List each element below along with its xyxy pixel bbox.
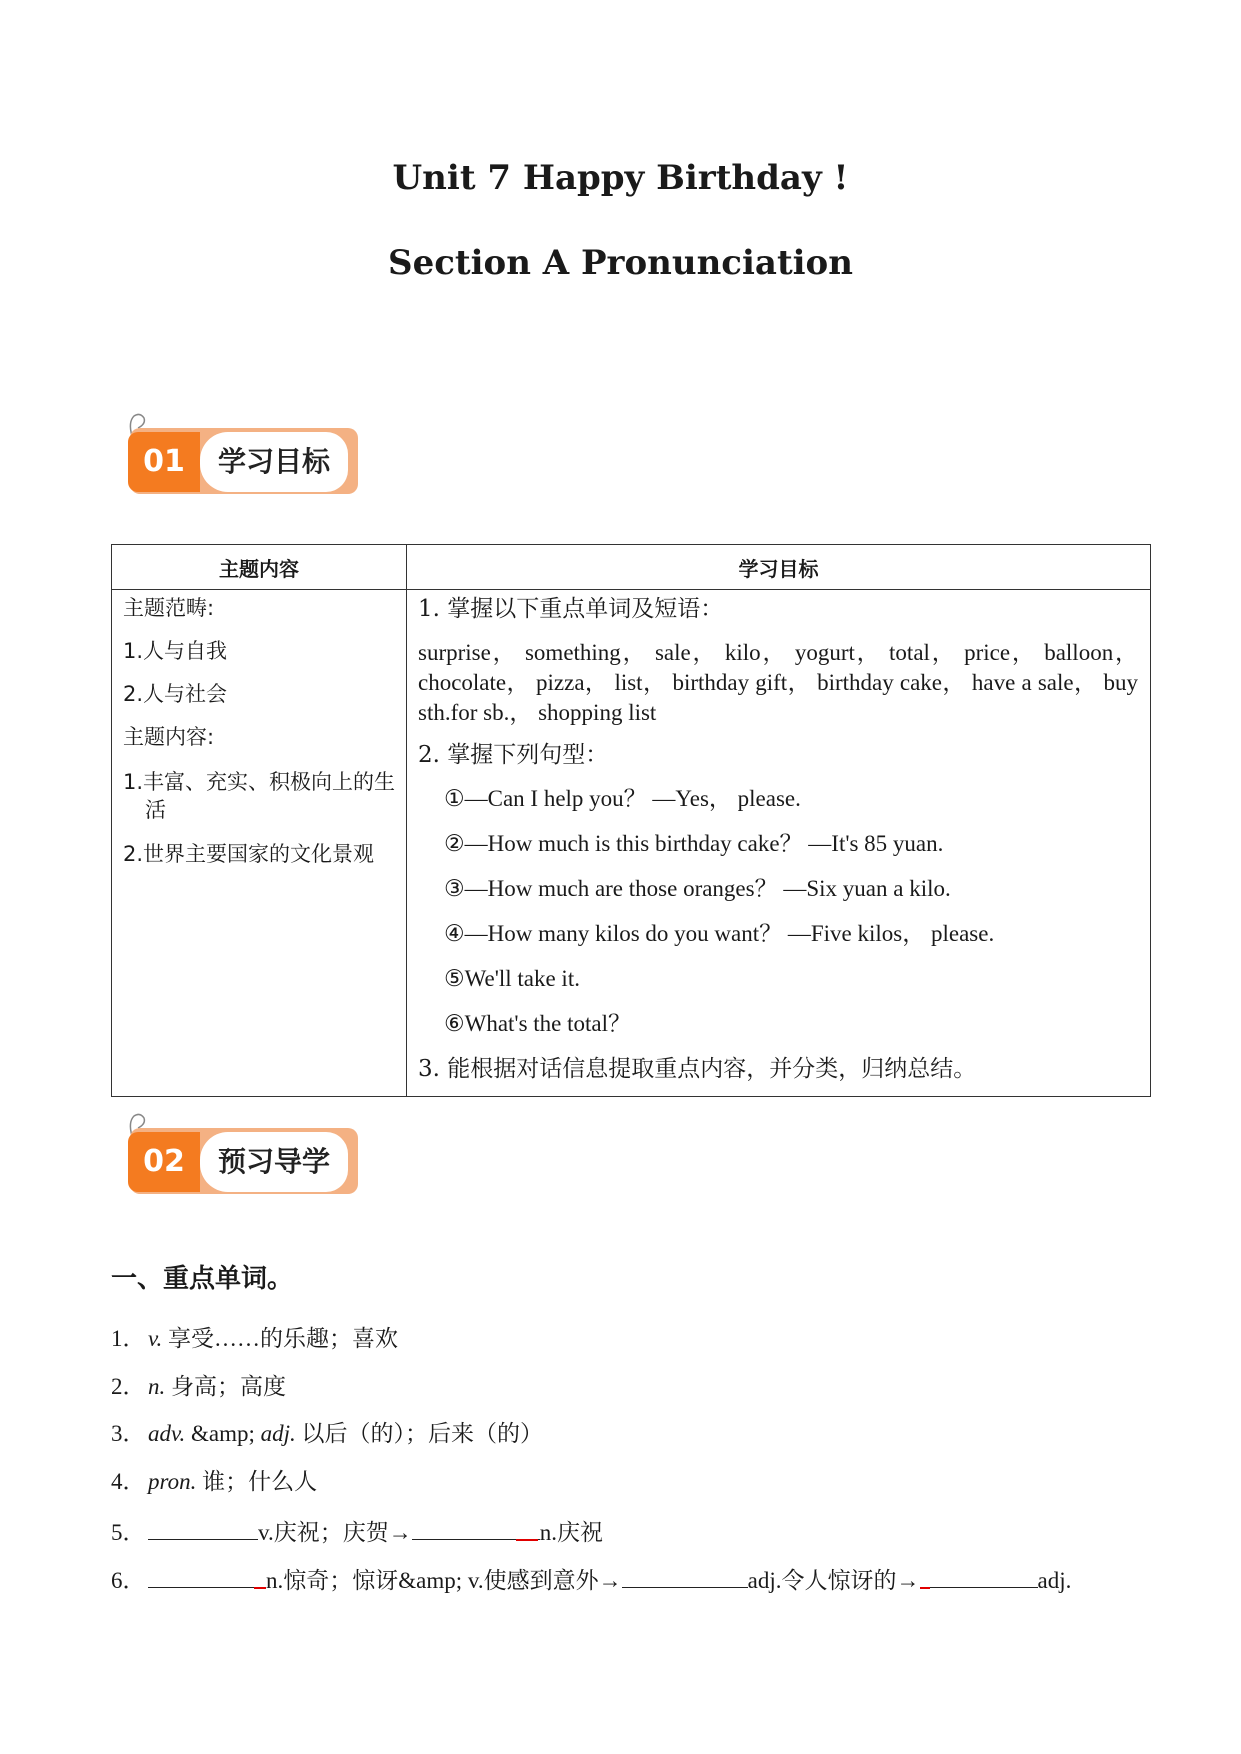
conjunction: &amp; — [185, 1421, 261, 1446]
part-of-speech: n. — [148, 1374, 166, 1399]
sentence-pattern: ⑥What's the total？ — [444, 1011, 631, 1036]
badge-number: 01 — [128, 432, 200, 492]
content-item: 2.世界主要国家的文化景观 — [123, 842, 375, 866]
item-number: 5． — [111, 1520, 146, 1545]
item-number: 1． — [111, 1326, 146, 1351]
vocab-item — [111, 1561, 1071, 1597]
item-number: 2． — [111, 1374, 146, 1399]
part-of-speech: adv. — [148, 1421, 186, 1446]
sentence-pattern: ⑤We'll take it. — [444, 966, 580, 991]
definition: 谁；什么人 — [196, 1469, 318, 1494]
objectives-table — [111, 544, 1151, 1097]
vocab-item — [111, 1371, 286, 1403]
table-header-goals: 学习目标 — [407, 545, 1151, 590]
answer-blank[interactable] — [920, 1561, 1038, 1588]
vocab-item — [111, 1466, 317, 1498]
section-badge-objectives — [126, 408, 358, 498]
definition: v.庆祝；庆贺→ — [258, 1520, 412, 1545]
goal-1: 1. 掌握以下重点单词及短语： — [418, 596, 724, 622]
content-label: 主题内容: — [123, 725, 215, 749]
item-number: 4． — [111, 1469, 146, 1494]
vocab-item — [111, 1418, 543, 1450]
definition: n.惊奇；惊讶&amp; v.使感到意外→ — [266, 1568, 622, 1593]
topic-cell — [112, 590, 407, 1097]
badge-label: 学习目标 — [200, 432, 348, 492]
section-badge-preview — [126, 1108, 358, 1198]
section-heading-key-words: 一、重点单词。 — [111, 1264, 294, 1294]
answer-blank[interactable] — [148, 1513, 258, 1540]
definition: adj. — [1037, 1568, 1072, 1593]
badge-number: 02 — [128, 1132, 200, 1192]
definition: 身高；高度 — [165, 1374, 286, 1399]
definition: 以后（的）；后来（的） — [295, 1421, 544, 1446]
page-title: Unit 7 Happy Birthday ! — [392, 158, 849, 198]
badge-label: 预习导学 — [200, 1132, 348, 1192]
sentence-pattern: ①—Can I help you？ —Yes， please. — [444, 786, 801, 811]
goal-3: 3. 能根据对话信息提取重点内容，并分类，归纳总结。 — [418, 1056, 977, 1082]
scope-item: 2.人与社会 — [123, 682, 228, 706]
definition: adj.令人惊讶的→ — [747, 1568, 920, 1593]
scope-label: 主题范畴: — [123, 596, 215, 620]
key-words: surprise， something， sale， kilo， yogurt， total， price， balloon， chocolate， pizza， list， birthday gift， birthday cake， have a sale， buy sth.for sb.， shopping list — [418, 640, 1138, 725]
part-of-speech: v. — [148, 1326, 163, 1351]
goals-cell — [407, 590, 1151, 1097]
content-item: 1.丰富、充实、积极向上的生活 — [123, 770, 396, 822]
vocab-item — [111, 1513, 603, 1549]
answer-blank[interactable] — [148, 1561, 266, 1588]
answer-blank[interactable] — [622, 1561, 748, 1588]
item-number: 3． — [111, 1421, 146, 1446]
sentence-pattern: ③—How much are those oranges？ —Six yuan a kilo. — [444, 876, 951, 901]
sentence-pattern: ④—How many kilos do you want？ —Five kilos， please. — [444, 921, 995, 946]
part-of-speech: adj. — [260, 1421, 296, 1446]
part-of-speech: pron. — [148, 1469, 197, 1494]
definition: 享受……的乐趣；喜欢 — [162, 1326, 399, 1351]
vocab-item — [111, 1323, 398, 1355]
table-header-topic: 主题内容 — [112, 545, 407, 590]
scope-item: 1.人与自我 — [123, 639, 228, 663]
answer-blank[interactable] — [412, 1513, 540, 1540]
definition: n.庆祝 — [539, 1520, 604, 1545]
goal-2: 2. 掌握下列句型： — [418, 742, 609, 768]
item-number: 6． — [111, 1568, 146, 1593]
page-subtitle: Section A Pronunciation — [388, 243, 853, 283]
sentence-pattern: ②—How much is this birthday cake？ —It's 85 yuan. — [444, 831, 944, 856]
